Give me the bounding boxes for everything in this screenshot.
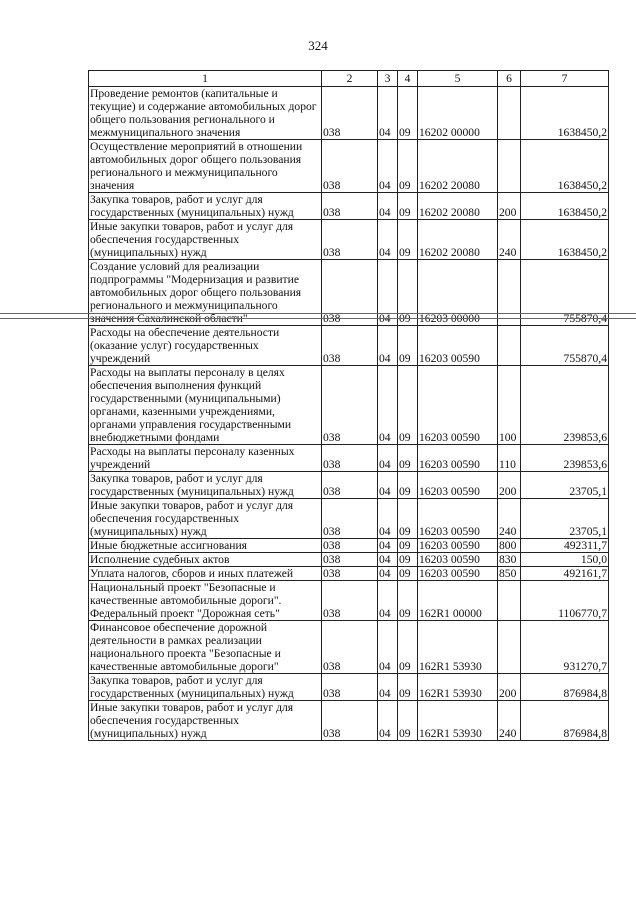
target-code-cell: 162R1 53930 [418,621,498,674]
ministry-code-cell: 038 [322,701,378,741]
amount-cell: 492161,7 [521,567,609,581]
table-row [89,220,609,260]
section-code-cell: 04 [378,581,398,621]
ministry-code-cell: 038 [322,581,378,621]
section-code-cell: 04 [378,326,398,366]
section-code-cell: 04 [378,539,398,553]
target-code-cell: 16203 00590 [418,499,498,539]
section-code-cell: 04 [378,87,398,140]
column-header: 6 [498,71,521,87]
row-name-cell: Закупка товаров, работ и услуг для государственных (муниципальных) нужд [89,472,322,499]
row-name-cell: Иные бюджетные ассигнования [89,539,322,553]
section-code-cell: 04 [378,499,398,539]
row-name-cell: Расходы на выплаты персоналу в целях обеспечения выполнения функций государственными (муниципальными) органами, казенными учреждениями, органами управления государственными внебюджетными фондами [89,366,322,445]
row-name-cell: Осуществление мероприятий в отношении автомобильных дорог общего пользования регионального и межмуниципального значения [89,140,322,193]
expense-type-cell: 240 [498,220,521,260]
row-name-cell: Создание условий для реализации подпрограммы "Модернизация и развитие автомобильных дорог общего пользования регионального и межмуниципального значения Сахалинской области" [89,260,322,326]
subsection-code-cell: 09 [398,87,418,140]
table-row [89,260,609,326]
target-code-cell: 16203 00590 [418,472,498,499]
column-header: 7 [521,71,609,87]
target-code-cell: 162R1 53930 [418,701,498,741]
amount-cell: 23705,1 [521,472,609,499]
expense-type-cell [498,87,521,140]
section-code-cell: 04 [378,140,398,193]
amount-cell: 876984,8 [521,701,609,741]
table-row [89,553,609,567]
expense-type-cell: 110 [498,445,521,472]
amount-cell: 755870,4 [521,326,609,366]
table-row [89,366,609,445]
expense-type-cell: 200 [498,674,521,701]
column-header: 5 [418,71,498,87]
column-header: 1 [89,71,322,87]
ministry-code-cell: 038 [322,366,378,445]
target-code-cell: 16202 20080 [418,193,498,220]
target-code-cell: 162R1 00000 [418,581,498,621]
expense-type-cell [498,260,521,326]
amount-cell: 755870,4 [521,260,609,326]
subsection-code-cell: 09 [398,621,418,674]
expense-type-cell [498,326,521,366]
row-name-cell: Иные закупки товаров, работ и услуг для обеспечения государственных (муниципальных) нужд [89,499,322,539]
section-code-cell: 04 [378,366,398,445]
row-name-cell: Иные закупки товаров, работ и услуг для обеспечения государственных (муниципальных) нужд [89,701,322,741]
expense-type-cell: 850 [498,567,521,581]
target-code-cell: 16202 20080 [418,220,498,260]
subsection-code-cell: 09 [398,472,418,499]
subsection-code-cell: 09 [398,220,418,260]
table-row [89,701,609,741]
section-code-cell: 04 [378,553,398,567]
target-code-cell: 16203 00590 [418,445,498,472]
table-row [89,445,609,472]
amount-cell: 1638450,2 [521,193,609,220]
subsection-code-cell: 09 [398,326,418,366]
ministry-code-cell: 038 [322,260,378,326]
ministry-code-cell: 038 [322,674,378,701]
amount-cell: 239853,6 [521,445,609,472]
subsection-code-cell: 09 [398,193,418,220]
amount-cell: 1638450,2 [521,140,609,193]
ministry-code-cell: 038 [322,553,378,567]
expense-type-cell: 200 [498,193,521,220]
table-row [89,140,609,193]
amount-cell: 876984,8 [521,674,609,701]
table-row [89,567,609,581]
column-header: 2 [322,71,378,87]
subsection-code-cell: 09 [398,260,418,326]
target-code-cell: 16203 00590 [418,567,498,581]
table-row [89,499,609,539]
row-name-cell: Финансовое обеспечение дорожной деятельности в рамках реализации национального проекта "Безопасные и качественные автомобильные дороги" [89,621,322,674]
expense-type-cell: 830 [498,553,521,567]
target-code-cell: 16203 00590 [418,326,498,366]
target-code-cell: 16202 00000 [418,87,498,140]
row-name-cell: Расходы на выплаты персоналу казенных учреждений [89,445,322,472]
row-name-cell: Закупка товаров, работ и услуг для государственных (муниципальных) нужд [89,193,322,220]
budget-table [88,70,609,741]
ministry-code-cell: 038 [322,539,378,553]
table-row [89,472,609,499]
expense-type-cell: 240 [498,499,521,539]
section-code-cell: 04 [378,193,398,220]
section-code-cell: 04 [378,674,398,701]
ministry-code-cell: 038 [322,567,378,581]
target-code-cell: 16203 00590 [418,366,498,445]
target-code-cell: 16203 00590 [418,539,498,553]
row-name-cell: Национальный проект "Безопасные и качественные автомобильные дороги". Федеральный проект "Дорожная сеть" [89,581,322,621]
ministry-code-cell: 038 [322,445,378,472]
table-row [89,674,609,701]
subsection-code-cell: 09 [398,581,418,621]
target-code-cell: 16202 20080 [418,140,498,193]
table-row [89,581,609,621]
amount-cell: 931270,7 [521,621,609,674]
ministry-code-cell: 038 [322,499,378,539]
amount-cell: 1638450,2 [521,87,609,140]
section-code-cell: 04 [378,701,398,741]
column-header: 3 [378,71,398,87]
expense-type-cell: 800 [498,539,521,553]
subsection-code-cell: 09 [398,553,418,567]
subsection-code-cell: 09 [398,701,418,741]
amount-cell: 150,0 [521,553,609,567]
header-row [89,71,609,87]
fold-line [0,318,636,319]
target-code-cell: 162R1 53930 [418,674,498,701]
table-row [89,621,609,674]
fold-line [0,313,636,314]
page-number: 324 [308,38,328,53]
ministry-code-cell: 038 [322,140,378,193]
table-row [89,87,609,140]
expense-type-cell: 100 [498,366,521,445]
section-code-cell: 04 [378,445,398,472]
expense-type-cell: 200 [498,472,521,499]
table-row [89,326,609,366]
section-code-cell: 04 [378,567,398,581]
amount-cell: 23705,1 [521,499,609,539]
subsection-code-cell: 09 [398,567,418,581]
amount-cell: 1638450,2 [521,220,609,260]
subsection-code-cell: 09 [398,499,418,539]
row-name-cell: Расходы на обеспечение деятельности (оказание услуг) государственных учреждений [89,326,322,366]
ministry-code-cell: 038 [322,193,378,220]
row-name-cell: Уплата налогов, сборов и иных платежей [89,567,322,581]
amount-cell: 492311,7 [521,539,609,553]
ministry-code-cell: 038 [322,87,378,140]
section-code-cell: 04 [378,260,398,326]
ministry-code-cell: 038 [322,220,378,260]
row-name-cell: Закупка товаров, работ и услуг для государственных (муниципальных) нужд [89,674,322,701]
row-name-cell: Иные закупки товаров, работ и услуг для обеспечения государственных (муниципальных) нужд [89,220,322,260]
row-name-cell: Исполнение судебных актов [89,553,322,567]
ministry-code-cell: 038 [322,472,378,499]
expense-type-cell [498,140,521,193]
expense-type-cell: 240 [498,701,521,741]
section-code-cell: 04 [378,621,398,674]
target-code-cell: 16203 00590 [418,553,498,567]
subsection-code-cell: 09 [398,366,418,445]
row-name-cell: Проведение ремонтов (капитальные и текущие) и содержание автомобильных дорог общего пользования регионального и межмуниципального значения [89,87,322,140]
target-code-cell: 16203 00000 [418,260,498,326]
expense-type-cell [498,621,521,674]
table-body [89,87,609,741]
ministry-code-cell: 038 [322,326,378,366]
expense-type-cell [498,581,521,621]
table-row [89,539,609,553]
subsection-code-cell: 09 [398,445,418,472]
ministry-code-cell: 038 [322,621,378,674]
subsection-code-cell: 09 [398,140,418,193]
amount-cell: 1106770,7 [521,581,609,621]
section-code-cell: 04 [378,220,398,260]
subsection-code-cell: 09 [398,539,418,553]
column-header: 4 [398,71,418,87]
amount-cell: 239853,6 [521,366,609,445]
section-code-cell: 04 [378,472,398,499]
subsection-code-cell: 09 [398,674,418,701]
table-row [89,193,609,220]
